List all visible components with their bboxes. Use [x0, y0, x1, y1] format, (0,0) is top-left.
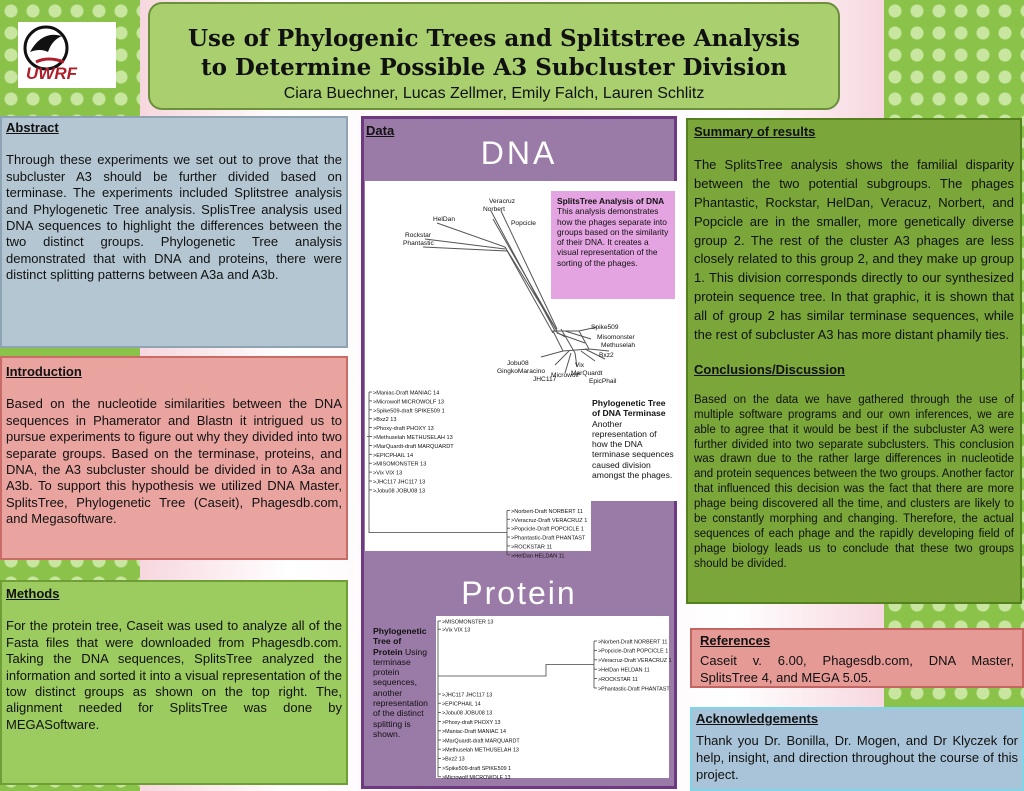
authors: Ciara Buechner, Lucas Zellmer, Emily Falch, Lauren Schlitz	[283, 85, 705, 102]
tree-leaf-label: >Spike509-draft SPIKE509 1	[373, 408, 445, 415]
splitstree-label: Jobu08	[507, 360, 529, 367]
tree-leaf-label: >MISOMONSTER 13	[373, 461, 427, 468]
tree-branch	[369, 490, 507, 555]
dna-phylogenetic-tree	[365, 386, 591, 560]
protein-tree-caption-title: Phylogenetic Tree of Protein	[373, 626, 427, 657]
tree-leaf-label: >Microwolf MICROWOLF 13	[442, 775, 511, 782]
university-logo	[18, 22, 116, 88]
splitstree-label: Spike509	[591, 324, 619, 331]
tree-leaf-label: >Methuselah METHUSELAH 13	[373, 435, 453, 441]
tree-leaf-label: >Norbert-Draft NORBERT 11	[511, 508, 583, 515]
introduction-panel	[0, 356, 348, 560]
tree-leaf-label: >Phoxy-draft PHOXY 13	[373, 426, 434, 433]
title-line-2: to Determine Possible A3 Subcluster Division	[200, 54, 788, 81]
summary-body: The SplitsTree analysis shows the familial disparity between the two potential subgroups. The phages Phantastic, Rockstar, HelDan, Veracuz, Norbert, and Popcicle are in the smaller, more genetically diverse group 2. The rest of the cluster A3 phages are less closely related to this group 2, and they make up group 1. This division corresponds directly to our synthesized protein sequence tree. In that graphic, it is shown that all of group 2 has similar terminase sequences, while the rest of subcluster A3 has more distant phamily ties.	[694, 157, 1014, 342]
tree-leaf-label: >Vix VIX 13	[442, 627, 471, 634]
abstract-panel	[0, 116, 348, 348]
splitstree-label: Norbert	[483, 206, 505, 213]
tree-leaf-label: >Popcicle-Draft POPCICLE 1	[598, 648, 669, 655]
conclusions-body: Based on the data we have gathered through the use of multiple software programs and our own inferences, we are able to agree that it would be best if the subcluster A3 were further divided into two separate subclusters. This conclusion was drawn due to the rather large differences in nucleotide and protein sequences between the two groups. Another factor that influenced this decision was the fact that there are more phage being discovered all the time, and clusters are likely to be constantly morphing and changing. Therefore, the actual sequences of each phage and the rapidly developing field of phage biology leads us to conclude that these two groups should be divided.	[694, 393, 1014, 570]
acknowledgements-panel	[690, 707, 1024, 791]
data-panel	[361, 116, 677, 789]
tree-leaf-label: >HelDan HELDAN 11	[598, 667, 650, 674]
logo-text: UWRF	[26, 64, 77, 83]
acknowledgements-heading: Acknowledgements	[696, 711, 819, 726]
tree-leaf-label: >ROCKSTAR 11	[511, 544, 553, 551]
splitstree-note-body: This analysis demonstrates how the phages separate into groups based on the similarity of their DNA. It creates a visual representation of the sorting of the phages.	[557, 206, 669, 268]
tree-leaf-label: >JHC117 JHC117 13	[373, 479, 426, 486]
splitstree-label: Misomonster	[597, 334, 635, 341]
protein-phylogenetic-tree	[436, 616, 672, 782]
tree-leaf-label: >Phantastic-Draft PHANTAST	[511, 535, 586, 542]
tree-leaf-label: >MISOMONSTER 13	[442, 619, 494, 626]
dna-tree-caption-title: Phylogenetic Tree of DNA Terminase	[592, 398, 666, 419]
summary-panel	[686, 118, 1022, 604]
tree-leaf-label: >MarQuardt-draft MARQUARDT	[442, 738, 520, 745]
splitstree-note	[551, 191, 675, 299]
tree-leaf-label: >Veracruz-Draft VERACRUZ 1	[598, 658, 672, 665]
references-panel	[690, 628, 1024, 688]
poster-title	[150, 24, 838, 82]
tree-leaf-label: >ROCKSTAR 11	[598, 676, 638, 683]
tree-leaf-label: >Bxz2 13	[373, 417, 397, 424]
splitstree-label: Bxz2	[599, 352, 614, 359]
tree-leaf-label: >Bxz2 13	[442, 756, 465, 763]
tree-leaf-label: >Vix VIX 13	[373, 470, 403, 477]
abstract-heading: Abstract	[6, 120, 59, 135]
tree-leaf-label: >Maniac-Draft MANIAC 14	[373, 390, 440, 397]
tree-leaf-label: >Phantastic-Draft PHANTAST	[598, 686, 670, 693]
protein-tree-caption-body: Using terminase protein sequences, another representation of the distinct splitting is shown.	[373, 646, 428, 739]
dna-tree-caption-body: Another representation of how the DNA terminase sequences caused division amongst the phages.	[592, 418, 674, 481]
splitstree-note-title: SplitsTree Analysis of DNA	[557, 196, 665, 206]
conclusions-heading: Conclusions/Discussion	[694, 362, 845, 378]
tree-leaf-label: >EPICPHAIL 14	[442, 701, 481, 708]
splitstree-label: Methuselah	[601, 342, 636, 349]
methods-panel	[0, 580, 348, 785]
tree-leaf-label: >Microwolf MICROWOLF 13	[373, 399, 445, 406]
tree-leaf-label: >EPICPHAIL 14	[373, 452, 414, 459]
references-body: Caseit v. 6.00, Phagesdb.com, DNA Master, SplitsTree 4, and MEGA 5.05.	[700, 653, 1014, 685]
abstract-body: Through these experiments we set out to prove that the subcluster A3 should be further divided based on terminase. The experiments included Splitstree analysis and Phylogenetic Tree analysis. SplisTree analysis used DNA sequences to highlight the differences between the two distinct groups. Phylogenetic Tree analysis demonstrated that with DNA and proteins, there were distinct splitting patterns between A3a and A3b.	[6, 152, 342, 283]
title-banner	[148, 2, 840, 110]
methods-body: For the protein tree, Caseit was used to analyze all of the Fasta files that were downloaded from Phagesdb.com. Taking the DNA sequences, SplitsTree analyzed the information and sorted it into a visual representation of the tow distinct groups as shown on the top right. The, alignment needed for SplitsTree was done by MEGASoftware.	[6, 618, 342, 732]
splitstree-label: EpicPhail	[589, 378, 617, 385]
tree-leaf-label: >JHC117 JHC117 13	[442, 692, 493, 699]
tree-branch	[438, 641, 594, 688]
dna-tree-diagram	[365, 386, 591, 560]
tree-leaf-label: >Norbert-Draft NORBERT 11	[598, 639, 668, 646]
splitstree-label: GingkoMaracino	[497, 368, 546, 375]
introduction-body: Based on the nucleotide similarities between the DNA sequences in Phamerator and Blastn it intrigued us to pursue experiments to figure out why they divided into two separate groups. Based on the terminase, proteins, and DNA, the A3 subcluster should be divided in to A3a and A3b. To support this hypothesis we utilized DNA Master, SplitsTree, Phylogenetic Tree (Caseit), Phagesdb.com, and Megasoftware.	[6, 396, 342, 527]
splitstree-label: Microwolf	[551, 372, 579, 379]
splitstree-label: MarQuardt	[571, 370, 603, 377]
tree-leaf-label: >Methuselah METHUSELAH 13	[442, 747, 519, 754]
tree-leaf-label: >Veracruz-Draft VERACRUZ 1	[511, 517, 588, 524]
tree-leaf-label: >Maniac-Draft MANIAC 14	[442, 729, 506, 736]
data-heading: Data	[366, 123, 395, 138]
splitstree-label: JHC117	[533, 376, 557, 383]
dna-title: DNA	[480, 135, 558, 171]
splitstree-label: Popcicle	[511, 220, 536, 227]
methods-heading: Methods	[6, 586, 60, 601]
splitstree-label: Vix	[575, 362, 585, 369]
dna-tree-caption	[592, 398, 674, 480]
protein-tree-diagram	[436, 616, 672, 782]
splitstree-label: Veracruz	[489, 198, 516, 205]
tree-leaf-label: >Popcicle-Draft POPCICLE 1	[511, 526, 584, 533]
splitstree-label: HelDan	[433, 216, 455, 223]
tree-leaf-label: >HelDan HELDAN 11	[511, 553, 565, 560]
tree-leaf-label: >MarQuardt-draft MARQUARDT	[373, 443, 454, 450]
splitstree-label: Rockstar	[405, 232, 432, 239]
summary-heading: Summary of results	[694, 124, 816, 139]
acknowledgements-body: Thank you Dr. Bonilla, Dr. Mogen, and Dr Klyczek for help, insight, and direction throughout the course of this project.	[696, 733, 1018, 782]
tree-leaf-label: >Jobu08 JOBU08 13	[373, 488, 426, 495]
tree-branch	[367, 392, 369, 490]
protein-title: Protein	[461, 575, 577, 611]
introduction-heading: Introduction	[6, 364, 82, 379]
tree-leaf-label: >Spike509-draft SPIKE509 1	[442, 765, 512, 772]
splitstree-label: Phantastic	[403, 240, 434, 247]
tree-leaf-label: >Jobu08 JOBU08 13	[442, 710, 493, 717]
title-line-1: Use of Phylogenic Trees and Splitstree Analysis	[188, 25, 800, 52]
tree-leaf-label: >Phoxy-draft PHOXY 13	[442, 719, 501, 726]
protein-tree-caption	[373, 626, 433, 739]
references-heading: References	[700, 633, 771, 648]
